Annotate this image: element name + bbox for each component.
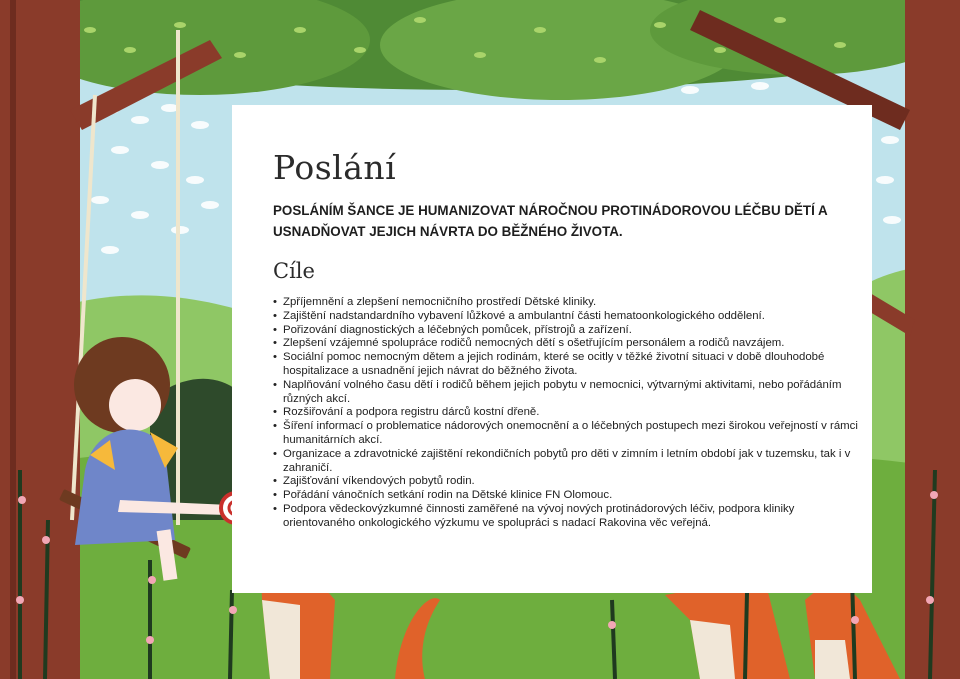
- list-item: [273, 406, 858, 420]
- goal-text: Pořizování diagnostických a léčebných pomůcek, přístrojů a zařízení.: [283, 323, 632, 336]
- list-item: [273, 351, 858, 379]
- bullet: •: [273, 351, 277, 364]
- goal-text: Organizace a zdravotnické zajištění rekondičních pobytů pro děti v zimním i letním období jak v tuzemsku, tak i v zahraničí.: [283, 447, 851, 474]
- goal-text: Rozšiřování a podpora registru dárců kostní dřeně.: [283, 406, 540, 419]
- bullet: •: [273, 378, 277, 391]
- list-item: [273, 503, 858, 531]
- goal-text: Pořádání vánočních setkání rodin na Dětské klinice FN Olomouc.: [283, 489, 613, 502]
- list-item: [273, 448, 858, 476]
- bullet: •: [273, 420, 277, 433]
- list-item: [273, 475, 858, 489]
- list-item: [273, 420, 858, 448]
- bullet: •: [273, 309, 277, 322]
- bullet: •: [273, 475, 277, 488]
- list-item: [273, 489, 858, 503]
- bullet: •: [273, 323, 277, 336]
- bullet: •: [273, 489, 277, 502]
- goal-text: Zajištění nadstandardního vybavení lůžkové a ambulantní části hematoonkologického oddělení.: [283, 309, 765, 322]
- bullet: •: [273, 502, 277, 515]
- bullet: •: [273, 406, 277, 419]
- page-title: Poslání: [273, 148, 397, 187]
- goal-text: Naplňování volného času dětí i rodičů během jejich pobytu v nemocnici, výtvarnými aktivitami, nebo pořádáním různých akcí.: [283, 378, 842, 405]
- list-item: [273, 379, 858, 407]
- goal-text: Zajišťování víkendových pobytů rodin.: [283, 475, 475, 488]
- bullet: •: [273, 337, 277, 350]
- list-item: [273, 310, 858, 324]
- list-item: [273, 324, 858, 338]
- goals-list: [273, 296, 858, 531]
- goal-text: Zlepšení vzájemné spolupráce rodičů nemocných dětí s ošetřujícím personálem a rodičů navzájem.: [283, 337, 785, 350]
- mission-statement: POSLÁNÍM ŠANCE JE HUMANIZOVAT NÁROČNOU PROTINÁDOROVOU LÉČBU DĚTÍ A USNADŇOVAT JEJICH NÁVRTA DO BĚŽNÉHO ŽIVOTA.: [273, 203, 828, 239]
- list-item: [273, 296, 858, 310]
- bullet: •: [273, 296, 277, 308]
- goal-text: Podpora vědeckovýzkumné činnosti zaměřené na vývoj nových protinádorových léčiv, podpora kliniky orientovaného onkologického výzkumu ve spolupráci s nadací Rakovina věc veřejná.: [283, 502, 795, 529]
- bullet: •: [273, 447, 277, 460]
- goal-text: Šíření informací o problematice nádorových onemocnění a o léčebných postupech mezi širokou veřejností v rámci humanitárních akcí.: [283, 420, 858, 446]
- list-item: [273, 337, 858, 351]
- goals-title: Cíle: [273, 259, 315, 283]
- goal-text: Sociální pomoc nemocným dětem a jejich rodinám, které se ocitly v těžké životní situaci v době dlouhodobé hospitalizace a usnadnění jejich návrat do běžného života.: [283, 351, 825, 377]
- goal-text: Zpříjemnění a zlepšení nemocničního prostředí Dětské kliniky.: [283, 296, 597, 308]
